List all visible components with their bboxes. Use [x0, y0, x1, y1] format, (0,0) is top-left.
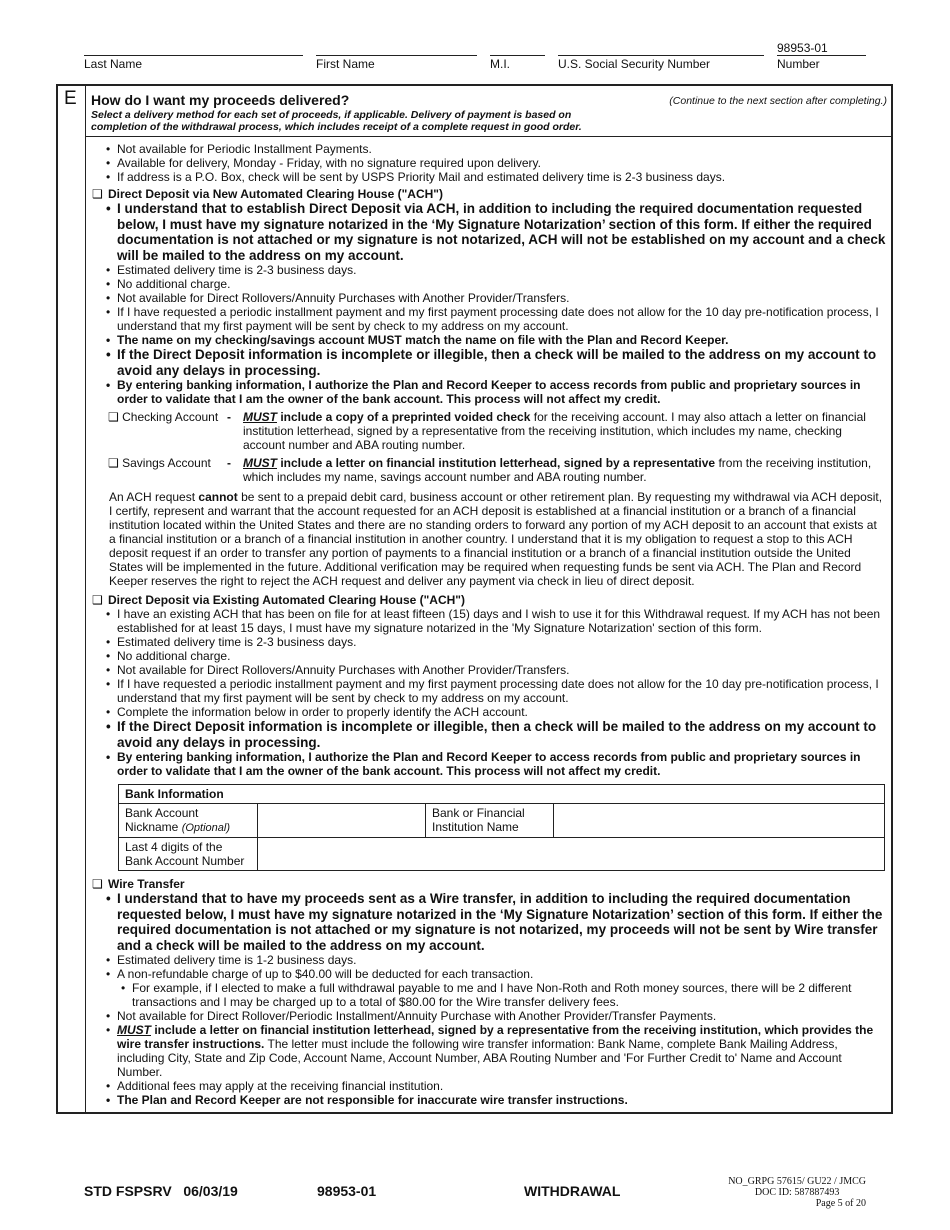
list-item: • No additional charge.	[102, 649, 886, 663]
must-text: MUST	[243, 410, 277, 424]
section-note: (Continue to the next section after completing.)	[669, 95, 887, 107]
list-item: • By entering banking information, I authorize the Plan and Record Keeper to access records from public and proprietary sources in order to validate that I am the owner of the bank account. This process will not affect my credit.	[102, 378, 886, 406]
last4-label: Last 4 digits of the Bank Account Number	[119, 838, 258, 871]
optional-note: (Optional)	[181, 822, 230, 834]
section-content	[92, 142, 886, 1107]
mi-label: M.I.	[490, 57, 510, 71]
section-subtitle: Select a delivery method for each set of proceeds, if applicable. Delivery of payment is based on completion of the withdrawal process, which includes receipt of a complete request in good order.	[91, 109, 582, 133]
savings-account-row	[108, 456, 886, 484]
list-item: • Available for delivery, Monday - Friday, with no signature required upon delivery.	[102, 156, 886, 170]
disclosure-text: be sent to a prepaid debit card, business account or other retirement plan. By requesting my withdrawal via ACH deposit, I certify, represent and warrant that the account requested for an ACH deposit is established at a financial institution or a branch of a financial institution located within the United States and there are no standing orders to forward any portion of my ACH deposit to an account that exists at a financial institution or a branch of a financial institution in another country. I understand that it is my obligation to request a stop to this ACH deposit request if an order to transfer any portion of payments to a financial institution or a branch of a financial institution outside the United States will be implemented in the future. Additional verification may be required when requesting funds be sent via ACH. The Plan and Record Keeper reserves the right to reject the ACH request and deliver any payment via check in lieu of direct deposit.	[109, 490, 883, 588]
list-item: • Estimated delivery time is 1-2 business days.	[102, 953, 886, 967]
nickname-label-cell	[119, 804, 258, 838]
list-item: • Complete the information below in order to properly identify the ACH account.	[102, 705, 886, 719]
checking-rest: for the receiving account. I may also attach a letter on financial institution letterhead, signed by a representative from the receiving institution, which includes my name, checking account number and ABA routing number.	[243, 410, 866, 452]
checking-label: Checking Account	[122, 410, 219, 424]
checkbox-checking[interactable]: ❑	[108, 410, 119, 424]
disclosure-bold: cannot	[198, 490, 238, 504]
list-item: • If I have requested a periodic installment payment and my first payment processing date does not allow for the 10 day pre-notification process, I understand that my first payment will be sent by check to my address on my account.	[102, 677, 886, 705]
list-item: • If address is a P.O. Box, check will be sent by USPS Priority Mail and estimated delivery time is 2-3 business days.	[102, 170, 886, 184]
savings-bold: include a letter on financial institution letterhead, signed by a representative	[277, 456, 716, 470]
first-name-line[interactable]	[316, 55, 477, 56]
list-item: • Not available for Direct Rollovers/Annuity Purchases with Another Provider/Transfers.	[102, 291, 886, 305]
disclosure-text: An ACH request	[109, 490, 199, 504]
checking-bold: include a copy of a preprinted voided check	[277, 410, 531, 424]
existing-ach-bullets	[102, 607, 886, 778]
option-existing-ach[interactable]	[92, 593, 886, 607]
institution-input[interactable]	[554, 804, 885, 838]
must-text: MUST	[243, 456, 277, 470]
checkbox-existing-ach[interactable]: ❑	[92, 593, 103, 607]
wire-letter-rest: The letter must include the following wire transfer information: Bank Name, complete Bank Mailing Address, including City, State and Zip Code, Account Name, Account Number, ABA Routing Number and 'For Further Credit to' Name and Account Number.	[117, 1037, 842, 1079]
nickname-label: Bank Account Nickname	[125, 806, 199, 834]
savings-account-option[interactable]	[108, 456, 227, 484]
list-item: • The Plan and Record Keeper are not responsible for inaccurate wire transfer instructions.	[102, 1093, 886, 1107]
header	[0, 0, 950, 80]
number-line	[777, 55, 866, 56]
doc-line: NO_GRPG 57615/ GU22 / JMCG	[728, 1176, 866, 1187]
last4-input[interactable]	[258, 838, 885, 871]
list-item: • By entering banking information, I authorize the Plan and Record Keeper to access records from public and proprietary sources in order to validate that I am the owner of the bank account. This process will not affect my credit.	[102, 750, 886, 778]
option-title: Direct Deposit via New Automated Clearing House ("ACH")	[108, 187, 443, 201]
first-name-label: First Name	[316, 57, 375, 71]
list-item: • No additional charge.	[102, 277, 886, 291]
new-ach-bullets	[102, 201, 886, 406]
bank-information-table	[118, 784, 885, 871]
number-label: Number	[777, 57, 820, 71]
wire-bullets	[102, 891, 886, 1107]
list-item: • Not available for Periodic Installment Payments.	[102, 142, 886, 156]
mi-line[interactable]	[490, 55, 545, 56]
footer-doc-id	[728, 1176, 866, 1209]
option-title: Direct Deposit via Existing Automated Clearing House ("ACH")	[108, 593, 465, 607]
list-item: • I understand that to have my proceeds sent as a Wire transfer, in addition to including the required documentation requested below, I must have my signature notarized in the ‘My Signature Notarization’ section of this form. If either the required documentation is not attached or my signature is not notarized, my proceeds will not be sent by Wire transfer and a check will be mailed to the address on my account.	[102, 891, 886, 953]
list-item: • I have an existing ACH that has been on file for at least fifteen (15) days and I wish to use it for this Withdrawal request. If my ACH has not been established for at least 15 days, I must have my signature notarized in the 'My Signature Notarization' section of this form.	[102, 607, 886, 635]
checking-account-row	[108, 410, 886, 452]
list-item: • Estimated delivery time is 2-3 business days.	[102, 263, 886, 277]
bank-info-title: Bank Information	[119, 785, 885, 804]
section-letter: E	[64, 88, 77, 109]
option-new-ach[interactable]	[92, 187, 886, 201]
last-name-line[interactable]	[84, 55, 303, 56]
ach-disclosure	[109, 490, 886, 588]
ssn-label: U.S. Social Security Number	[558, 57, 711, 71]
option-title: Wire Transfer	[108, 877, 185, 891]
wire-sub-bullets	[117, 981, 886, 1009]
list-item: • I understand that to establish Direct Deposit via ACH, in addition to including the required documentation requested below, I must have my signature notarized in the ‘My Signature Notarization’ section of this form. If either the required documentation is not attached or my signature is not notarized, ACH will not be established on my account and a check will be mailed to the address on my account.	[102, 201, 886, 263]
list-item: • If the Direct Deposit information is incomplete or illegible, then a check will be mailed to the address on my account to avoid any delays in processing.	[102, 719, 886, 750]
check-bullets	[102, 142, 886, 184]
list-item: • For example, if I elected to make a full withdrawal payable to me and I have Non-Roth and Roth money sources, there will be 2 different transactions and I may be charged up to a total of $80.00 for the Wire transfer delivery fees.	[117, 981, 886, 1009]
list-item: • If I have requested a periodic installment payment and my first payment processing date does not allow for the 10 day pre-notification process, I understand that my first payment will be sent by check to my address on my account.	[102, 305, 886, 333]
dash: -	[227, 410, 231, 424]
checking-requirement	[243, 410, 886, 452]
doc-line: DOC ID: 587887493	[754, 1187, 840, 1198]
list-item: • Not available for Direct Rollovers/Annuity Purchases with Another Provider/Transfers.	[102, 663, 886, 677]
list-item-text: A non-refundable charge of up to $40.00 will be deducted for each transaction.	[117, 967, 534, 981]
footer-form-id: STD FSPSRV 06/03/19	[84, 1183, 238, 1199]
footer-plan-number: 98953-01	[317, 1183, 377, 1199]
list-item: • Additional fees may apply at the receiving financial institution.	[102, 1079, 886, 1093]
last-name-label: Last Name	[84, 57, 143, 71]
option-wire-transfer[interactable]	[92, 877, 886, 891]
section-header	[85, 86, 891, 137]
list-item: • The name on my checking/savings account MUST match the name on file with the Plan and Record Keeper.	[102, 333, 886, 347]
page-number: Page 5 of 20	[815, 1198, 866, 1209]
footer-form-type: WITHDRAWAL	[524, 1183, 621, 1199]
checkbox-wire[interactable]: ❑	[92, 877, 103, 891]
institution-label: Bank or Financial Institution Name	[426, 804, 554, 838]
list-item: • If the Direct Deposit information is incomplete or illegible, then a check will be mailed to the address on my account to avoid any delays in processing.	[102, 347, 886, 378]
savings-label: Savings Account	[122, 456, 211, 470]
savings-rest: from the receiving institution, which includes my name, savings account number and ABA routing number.	[243, 456, 872, 484]
wire-letter-bold: include a letter on financial institution letterhead, signed by a representative from the receiving institution, which provides the wire transfer instructions.	[117, 1023, 874, 1051]
plan-number: 98953-01	[777, 41, 828, 55]
ssn-line[interactable]	[558, 55, 764, 56]
list-item	[102, 1023, 886, 1079]
nickname-input[interactable]	[258, 804, 426, 838]
checkbox-new-ach[interactable]: ❑	[92, 187, 103, 201]
must-text: MUST	[117, 1023, 151, 1037]
dash: -	[227, 456, 231, 470]
list-item: • Not available for Direct Rollover/Periodic Installment/Annuity Purchase with Another Provider/Transfer Payments.	[102, 1009, 886, 1023]
list-item	[102, 967, 886, 1009]
checkbox-savings[interactable]: ❑	[108, 456, 119, 470]
section-letter-column	[58, 86, 86, 1112]
list-item: • Estimated delivery time is 2-3 business days.	[102, 635, 886, 649]
checking-account-option[interactable]	[108, 410, 227, 452]
section-title: How do I want my proceeds delivered?	[91, 92, 350, 108]
savings-requirement	[243, 456, 886, 484]
